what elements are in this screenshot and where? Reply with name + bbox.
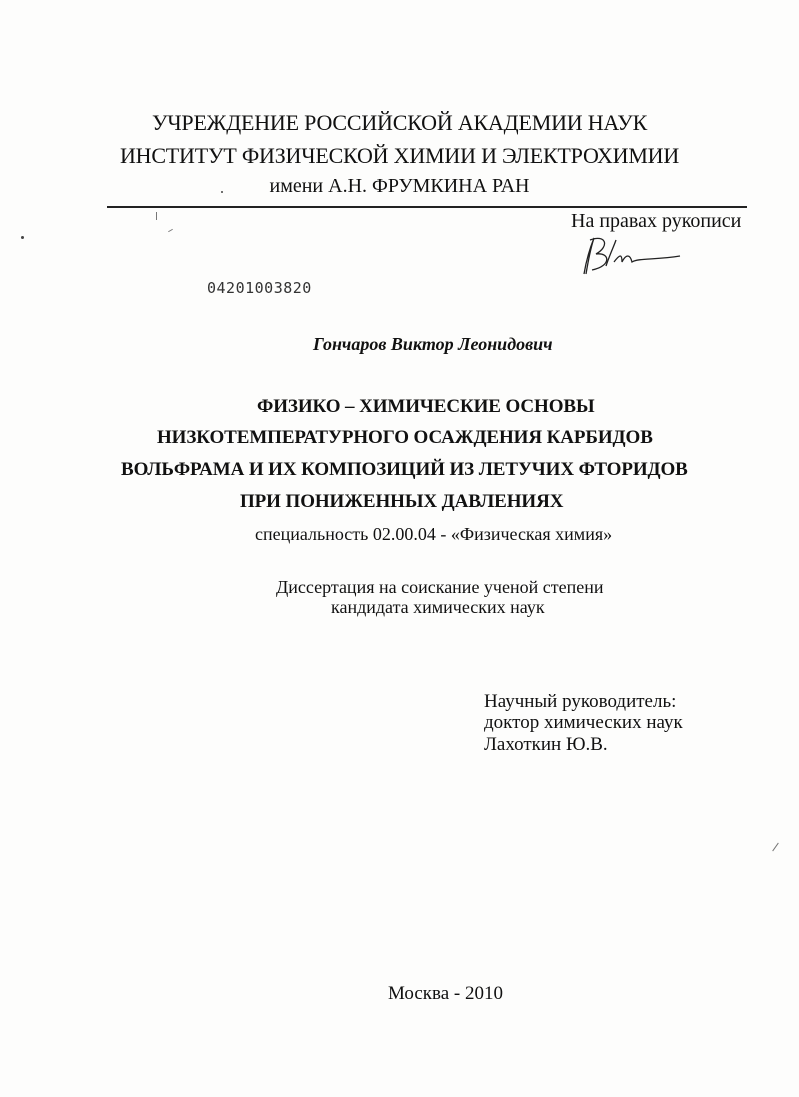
specialty: специальность 02.00.04 - «Физическая химия» (255, 524, 613, 544)
scan-mark (156, 212, 157, 220)
scan-mark (772, 843, 779, 852)
header-divider (107, 206, 747, 208)
institution-line-1: УЧРЕЖДЕНИЕ РОССИЙСКОЙ АКАДЕМИИ НАУК (151, 110, 648, 135)
scan-speck (21, 236, 24, 239)
degree-line-2: кандидата химических наук (331, 597, 545, 617)
signature-icon (576, 232, 686, 280)
institution-line-2: ИНСТИТУТ ФИЗИЧЕСКОЙ ХИМИИ И ЭЛЕКТРОХИМИИ (119, 143, 680, 168)
thesis-title-line-2: НИЗКОТЕМПЕРАТУРНОГО ОСАЖДЕНИЯ КАРБИДОВ (157, 427, 653, 448)
supervisor-degree: доктор химических наук (484, 712, 683, 733)
scan-speck (221, 191, 223, 193)
institution-line-3: имени А.Н. ФРУМКИНА РАН (269, 175, 530, 197)
serial-number: 04201003820 (207, 279, 312, 297)
thesis-title-line-4: ПРИ ПОНИЖЕННЫХ ДАВЛЕНИЯХ (240, 491, 564, 512)
supervisor-name: Лахоткин Ю.В. (484, 734, 608, 755)
thesis-title-line-3: ВОЛЬФРАМА И ИХ КОМПОЗИЦИЙ ИЗ ЛЕТУЧИХ ФТОРИДОВ (121, 459, 688, 480)
degree-line-1: Диссертация на соискание ученой степени (276, 577, 604, 597)
thesis-title-line-1: ФИЗИКО – ХИМИЧЕСКИЕ ОСНОВЫ (257, 396, 595, 417)
author-name: Гончаров Виктор Леонидович (313, 334, 553, 354)
supervisor-label: Научный руководитель: (484, 691, 677, 712)
city-year: Москва - 2010 (387, 983, 504, 1004)
rights-note: На правах рукописи (571, 210, 742, 232)
scan-mark (168, 229, 173, 232)
